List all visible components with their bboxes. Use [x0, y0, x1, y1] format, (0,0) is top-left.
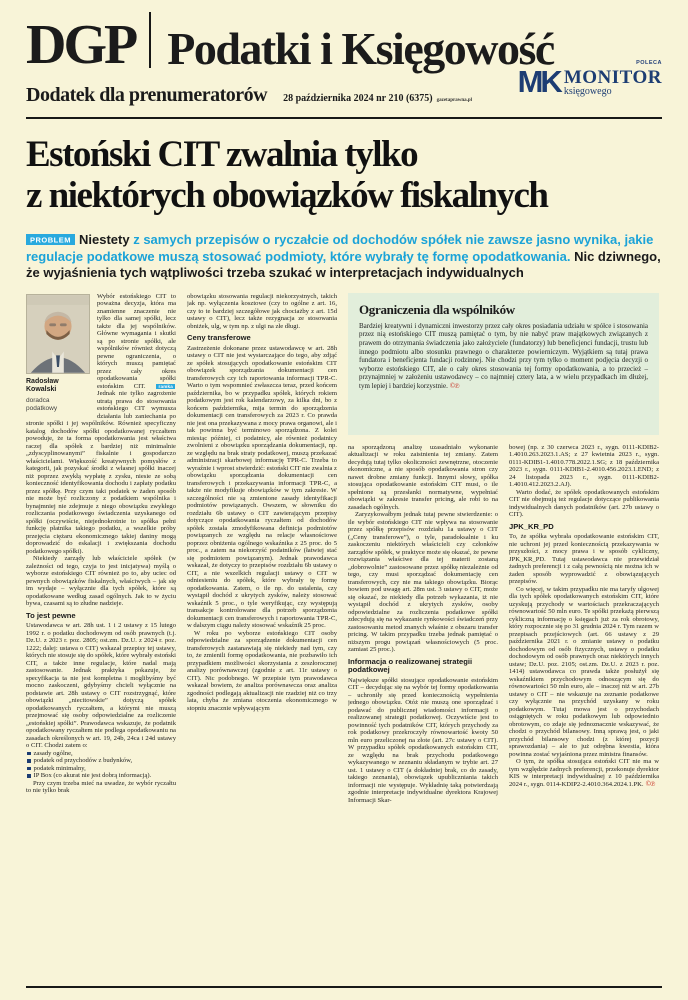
article-column-1	[26, 293, 176, 969]
section-title: Podatki i Księgowość	[167, 22, 554, 74]
article-paragraph: Warto dodać, że spółek opodatkowanych estońskim CIT nie obejmują też regulacje dotyczące publikowania indywidualnych danych podatników (art. 27b ustawy o CIT).	[509, 488, 659, 519]
article-column-3	[348, 444, 498, 969]
headline-line-1: Estoński CIT zwalnia tylko	[26, 134, 418, 175]
bullet-square-icon	[27, 759, 31, 763]
author-role: doradca podatkowy	[26, 396, 58, 412]
article-paragraph: na sporządzoną analizę uzasadniało wykonanie aktualizacji w roku zaistnienia tej zmiany. Zatem decydują tutaj tylko okoliczności zewnętrzne, otoczenie ekonomiczne, a nie sposób opodatkowania stron czy nawet drobne zmiany funkcji. Innymi słowy, spółka stosująca opodatkowanie estońskim CIT musi, o ile spełnione są przesłanki normatywne, wypełniać obowiązki w zakresie transfer pricing, ale robi to na zasadach ogólnych.	[348, 443, 498, 511]
article-paragraph: To, że spółka wybrała opodatkowanie estońskim CIT, nie uchroni jej przed koniecznością przekazywania w przyszłości, z mocy prawa i w sposób cykliczny, JPK_KR_PD. Tutaj ustawodawca nie przewidział żadnych preferencji i z całą pewnością nie można ich w żaden sposób wyprowadzić z obowiązujących przepisów.	[509, 533, 659, 586]
article-paragraph: Największe spółki stosujące opodatkowanie estońskim CIT – decydując się na wybór tej formy opodatkowania – uchroniły się przed koniecznością wypełnienia jednego obowiązku. Otóż nie muszą one sporządzać i podawać do publicznej wiadomości informacji o realizowanej strategii podatkowej. Oczywiście jest to powinność tych podatników CIT, których przychody za rok podatkowy przekroczyły równowartość kwoty 50 mln euro przeliczonej na złote (art. 27c ustawy o CIT). W przypadku spółek opodatkowanych estońskim CIT, ze względu na brak przychodu podatkowego wykazywanego w zeznaniu składanym w trybie art. 27 ust. 1 ustawy o CIT (a dokładniej brak, co do zasady, takiego zeznania), obowiązek upubliczniania takich informacji nie występuje. Wykładnię taką potwierdzają zgodnie interpretacje indywidualne dyrektora Krajowej Informacji Skar-	[348, 676, 498, 804]
supplement-label: Dodatek dla prenumeratorów	[26, 84, 268, 106]
bullet-item: IP Box (co akurat nie jest dobrą informacją).	[26, 772, 176, 780]
issue-date: 28 października 2024 nr 210 (6375)	[283, 93, 433, 104]
subheading: Informacja o realizowanej strategii podatkowej	[348, 656, 473, 675]
site-url: gazetaprawna.pl	[436, 98, 473, 103]
ramka-badge: ramka	[158, 383, 173, 389]
article-paragraph: Co więcej, w takim przypadku nie ma taryfy ulgowej dla tych spółek opodatkowanych estońskim CIT, które uzyskują przychody w wartościach przekraczających równowartość 50 mln euro. Te spółki przekażą pierwszą cykliczną informację o księgach już za rok obrotowy, który rozpocznie się po 31 grudnia 2024 r. Tym razem w przepisach przejściowych (art. 66 ustawy z 29 października 2021 r. o zmianie ustawy o podatku dochodowym od osób fizycznych, ustawy o podatku dochodowym od osób prawnych oraz niektórych innych ustaw; Dz.U. poz. 2105; ost.zm. Dz.U. z 2023 r. poz. 1414) ustawodawca co prawda także posłużył się wskaźnikiem przychodowym odnoszącym się do równowartości 50 mln euro, ale – inaczej niż w art. 27b ustawy o CIT – nie wskazuje na zeznanie podatkowe czy wyłącznie na przychód uzyskany w roku podatkowym. Tutaj mowa jest o przychodach osiągniętych w roku podatkowym lub odpowiednio obrotowym, co zdaje się jednoznacznie wskazywać, że chodzi o przychód bilansowy. Inną sprawą jest, o jaki przychód bilansowy chodzi (z której pozycji sprawozdania) – ale to już odrębna kwestia, która powinna zostać wyjaśniona przez ministra finansów.	[509, 585, 659, 758]
article-paragraph: Zastrzeżenie dokonane przez ustawodawcę w art. 28h ustawy o CIT nie jest wystarczające do tego, aby zdjąć ze spółek stosujących opodatkowanie estońskim CIT obowiązek sporządzania dokumentacji cen transferowych czy ich raportowania informacji TPR-C. Warto o tym wspomnieć zwłaszcza teraz, przed końcem października, bo w przypadku spółek, których rokiem podatkowym jest rok kalendarzowy, za kilka dni, bo z końcem października, mija termin do sporządzenia dokumentacji cen transferowych za 2023 r. Co prawda nie jest ona przekazywana z mocy prawa organowi, ale i tak powinna być terminowo sporządzona. Z kolei miesiąc później, ci podatnicy, ale również podatnicy zwolnieni z obowiązku sporządzania dokumentacji, np. ze względu na brak straty podatkowej, muszą przekazać administracji skarbowej informację TPR-C. Trzeba to wyraźnie i wprost stwierdzić: estoński CIT nie zwalnia z obowiązku sporządzania dokumentacji cen transferowych i przekazywania informacji TPR-C, a także nie modyfikuje obowiązków w tym zakresie. W szczególności nie są zmienione zasady identyfikacji podmiotów powiązanych. Owszem, w słowniku do rozdziału 6b ustawy o CIT zawierającym przepisy dotyczące opodatkowania ryczałtem od dochodów spółek została zmodyfikowana definicja podmiotów powiązanych ze względu na relacje własnościowe poprzez obniżenia ogólnego wskaźnika z 25 proc. do 5 proc., a zatem na niekorzyść podatników (łatwiej stać się podmiotem powiązanym). Jednak prawodawca wskazał, że dotyczy to przepisów rozdziału 6b ustawy o CIT, a nie wszelkich regulacji ustawy o CIT w odniesieniu do spółek, które wybrały tę formę opodatkowania. Zatem, o ile np. do ustalenia, czy wystąpił dochód z ukrytych zysków, należy stosować wskaźnik 5 proc., o tyle weryfikując, czy występują transakcje kontrolowane dla potrzeb sporządzenia dokumentacji cen transferowych i raportowania TPR-C, w dalszym ciągu należy stosować wskaźnik 25 proc.	[187, 344, 337, 630]
bullet-item: podatek minimalny,	[26, 765, 176, 773]
article-paragraph: obowiązku stosowania regulacji niekorzystnych, takich jak np. wyłączenia kosztowe (czy to ogólne z art. 16, czy to te bardziej szczegółowe jak chociażby z art. 15d ustawy o CIT), lecz także rezygnacja ze stosowania obniżek, ulg, w tym np. z ulgi na złe długi.	[187, 292, 337, 330]
article-paragraph: Niekiedy zarządy lub właściciele spółek (w zależności od tego, czyja to jest inicjatywa) myślą o wyborze estońskiego CIT również po to, aby uciec od pewnych obowiązków fiskalnych, właściwych – jak się im wydaje – wyłącznie dla tych spółek, które są opodatkowane według zasad ogólnych. Jak to w życiu bywa, czasami są to złudne nadzieje.	[26, 555, 176, 608]
problem-badge: PROBLEM	[26, 234, 75, 246]
author-name: Radosław Kowalski	[26, 377, 59, 394]
headline-line-2: z niektórych obowiązków fiskalnych	[26, 174, 548, 216]
author-photo	[26, 294, 90, 374]
bullet-square-icon	[27, 767, 31, 771]
article-paragraph: Wybór estońskiego CIT to poważna decyzja, która ma znamienne znaczenie nie tylko dla samej spółki, lecz także dla jej wspólników. Główne wymagania i skutki są po stronie spółki, ale wspólników również dotyczą pewne ograniczenia, o których muszą pamiętać przez cały okres opodatkowania spółki estońskim CIT. ramka Jednak nie tylko zagrożenie utratą prawa do stosowania estońskiego CIT wymusza działania lub zaniechania po stronie spółki i jej wspólników. Również specyficzny katalog dochodów spółki opodatkowanej ryczałtem powoduje, że ta forma opodatkowania jest właściwa raczej dla spółek z bardziej niż minimalnie „zdyscyplinowanymi” fiskalnie i gospodarczo właścicielami. Większość kreatywnych pomysłów z kategorii, jak pozyskać środki z własnej spółki inaczej niż poprzez zwykłą wypłatę z zysku, niesie ze sobą konieczność identyfikowania dochodu i zapłaty podatku przez spółkę. Przy czym taki podatek w żaden sposób nie może być rozliczony z podatkiem wspólnika i bynajmniej nie zdejmuje z niego obowiązku zwykłego rozliczania podatkowego świadczenia uzyskanego od spółki (oczywiście, niejednokrotnie to spółka pełni funkcję płatnika takiego podatku, a wszelkie próby przejęcia ciężaru ekonomicznego takiej daniny mogą doprowadzić do eskalacji i zwiększania dochodu podatkowego spółki).	[26, 292, 176, 555]
article-lead	[26, 232, 662, 282]
bullet-square-icon	[27, 752, 31, 756]
right-section	[348, 293, 659, 969]
mk-monogram-icon: MK	[517, 64, 560, 99]
article-paragraph: Zaryzykowałbym jednak tutaj pewne stwierdzenie: o ile wybór estońskiego CIT nie wpływa na stosowanie przez spółkę przepisów rozdziału 1a ustawy o CIT („Ceny transferowe”), o tyle, paradoksalnie i ku zaskoczeniu niektórych właścicieli czy członków zarządów spółek, w praktyce może się okazać, że pewne rozwiązania właściwe dla tej materii zostaną „dobrowolnie” zastosowane przez spółkę niezależnie od tego, czy musi sporządzać dokumentację cen transferowych, czy nie ma takiego obowiązku. Biorąc bowiem pod uwagę art. 28m ust. 3 ustawy o CIT, może się okazać, że niekiedy dla potrzeb wykazania, iż nie wystąpił dochód z ukrytych zysków, osoby odpowiedzialne za rozliczenia podatkowe spółki zdecydują się na wykazanie rynkowości świadczeń przy zastosowaniu metod znanych właśnie z obszaru transfer pricing. W takim przypadku trzeba jednak pamiętać o niższym progu powiązań własnościowych (5 proc. zamiast 25 proc.).	[348, 511, 498, 654]
article-column-2	[187, 293, 337, 969]
info-box	[348, 293, 659, 435]
article-paragraph: Ustawodawca w art. 28h ust. 1 i 2 ustawy z 15 lutego 1992 r. o podatku dochodowym od osób prawnych (t.j. Dz.U. z 2023 r. poz. 2805; ost.zm. Dz.U. z 2024 r. poz. 1222; dalej: ustawa o CIT) wskazał przepisy tej ustawy, których nie stosuje się do spółek, które wybrały estoński CIT, a także inne regulacje, które nadal mają zastosowanie. Jednak praktyka pokazuje, że specyfikacja ta nie jest kompletna i moglibyśmy być mocno zaskoczeni, gdybyśmy chcieli wyłącznie na podstawie art. 28h ustawy o CIT rozstrzygnąć, które obowiązki „niecitowskie” dotyczą spółek opodatkowanych ryczałtem, a którymi nie muszą przejmować się osoby odpowiedzialne za rozliczenie „estońskiej spółki”. Prawodawca wskazuje, że podatnik opodatkowany ryczałtem nie podlega opodatkowaniu na zasadach określonych w art. 19, 24b, 24ca i 24d ustawy o CIT. Chodzi zatem o:	[26, 622, 176, 750]
masthead	[26, 0, 662, 119]
lead-text: Niestety z samych przepisów o ryczałcie od dochodów spółek nie zawsze jasno wynika, jakie regulacje podatkowe muszą stosować podmioty, które wybrały tę formę opodatkowania. Nic dziwnego, że wyjaśnienia tych wątpliwości trzeba szukać w interpretacjach indywidualnych	[26, 232, 661, 281]
article-paragraph: bowej (np. z 30 czerwca 2023 r., sygn. 0111-KDIB2-1.4010.263.2023.1.AS; z 27 kwietnia 2023 r., sygn. 0111-KDIB1-1.4010.778.2022.1.SG; z 18 października 2023 r., sygn. 0111-KDIB1-2.4010.456.2023.1.END; z 24 listopada 2023 r., sygn. 0111-KDIB2-1.4010.412.2023.2.AJ).	[509, 443, 659, 489]
poleca-label: POLECA	[636, 60, 662, 66]
dgp-logo: DGP	[26, 13, 136, 76]
subheading: Ceny transferowe	[187, 333, 251, 343]
article-headline	[26, 135, 662, 216]
partner-name: MONITOR	[563, 67, 662, 88]
subheading: JPK_KR_PD	[509, 521, 554, 531]
monitor-ksiegowego-logo	[518, 60, 662, 97]
bottom-rule	[26, 986, 662, 988]
article-column-4	[509, 444, 659, 969]
article-body	[26, 293, 662, 969]
bullet-item: podatek od przychodów z budynków,	[26, 757, 176, 765]
copyright-mark-icon: ©℗	[645, 780, 655, 788]
bullet-square-icon	[27, 774, 31, 778]
article-paragraph: Przy czym trzeba mieć na uwadze, że wybór ryczałtu to nie tylko brak	[26, 779, 176, 795]
partner-subname: księgowego	[563, 86, 612, 98]
article-paragraph: W roku po wyborze estońskiego CIT osoby odpowiedzialne za sporządzenie dokumentacji cen transferowych zastanawiają się niekiedy nad tym, czy to, że zmienili formę opodatkowania, nie pozbawiło ich przypadkiem możliwości skorzystania z zeszłorocznej analizy porównawczej (zgodnie z art. 11r ustawy o CIT). Nic podobnego. W przepisie tym prawodawca wskazał bowiem, że analiza porównawcza oraz analiza zgodności podlegają aktualizacji nie rzadziej niż co trzy lata, chyba że zmiana otoczenia ekonomicznego w stopniu znacznie wpływającym	[187, 629, 337, 712]
author-block	[26, 294, 90, 413]
copyright-mark-icon: ©℗	[449, 383, 460, 391]
article-paragraph: O tym, że spółka stosująca estoński CIT nie ma w tym względzie żadnych preferencji, przekonuje dyrektor KIS w interpretacji indywidualnej z 10 października 2024 r., sygn. 0114-KDIP2-2.4010.364.2024.1.PK. ©℗	[509, 758, 659, 788]
subheading: To jest pewne	[26, 610, 76, 620]
masthead-divider	[149, 12, 151, 68]
info-box-body: Bardziej kreatywni i dynamiczni inwestorzy przez cały okres posiadania udziału w spółce i stosowania przez nią estońskiego CIT muszą pamiętać o tym, by nie nabyć praw majątkowych związanych z prawem do otrzymania świadczenia jako założyciele (fundatorzy) lub beneficjenci fundacji, trustu lub innego podmiotu albo stosunku prawnego o charakterze powierniczym. Wyjątkiem są tutaj prawa fundatora i beneficjenta fundacji rodzinnej. Nie chodzi przy tym tylko o moment podjęcia decyzji o wyborze estońskiego CIT, ale o cały okres stosowania tej formy opodatkowania, a to przecież – przynajmniej w założeniu ustawodawcy – co najmniej cztery lata, a w wielu przypadkach im dłużej, tym lepiej i bardziej korzystnie. ©℗	[359, 321, 648, 391]
info-box-title: Ograniczenia dla wspólników	[359, 301, 515, 317]
bullet-item: zasady ogólne,	[26, 750, 176, 758]
